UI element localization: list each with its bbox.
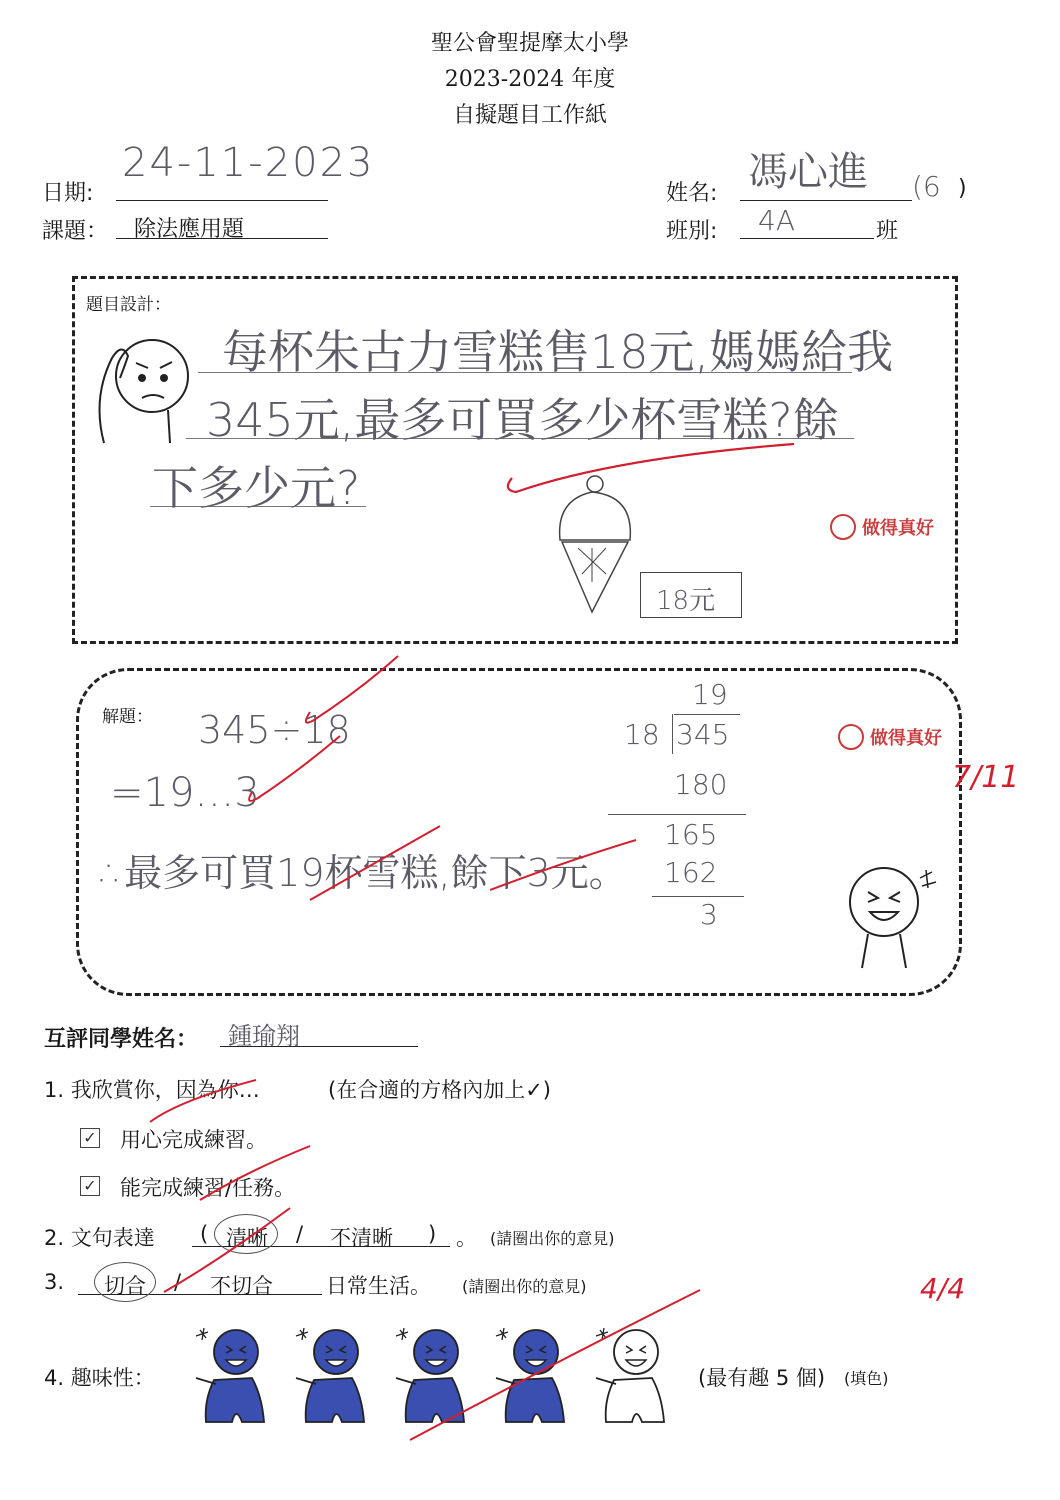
- long-division-dividend: 345: [676, 718, 730, 751]
- long-division-quotient: 19: [692, 678, 728, 711]
- thinking-face-icon: [84, 318, 194, 448]
- checkbox-1-mark: ✓: [80, 1128, 100, 1148]
- name-line: [740, 200, 912, 201]
- peer-name-value: 鍾瑜翔: [228, 1022, 300, 1050]
- question-2-close: ): [428, 1222, 437, 1246]
- question-2: 2. 文句表達: [44, 1226, 155, 1250]
- name-label: 姓名:: [666, 181, 718, 206]
- peer-name-label: 互評同學姓名：: [44, 1027, 199, 1052]
- topic-label: 課題：: [42, 219, 109, 244]
- solution-score: 7/11: [952, 760, 1020, 795]
- option-irrelevant[interactable]: 不切合: [210, 1274, 273, 1298]
- school-name: 聖公會聖提摩太小學: [430, 31, 629, 56]
- worksheet-title: 自擬題目工作紙: [452, 103, 607, 128]
- division-bar: [674, 714, 740, 715]
- class-label: 班別:: [666, 219, 718, 244]
- name-value: 馮心進: [748, 149, 868, 195]
- option-2-label: 能完成練習/任務。: [120, 1176, 296, 1200]
- class-number: (6: [912, 170, 941, 203]
- question-line-2: 345元,最多可買多少杯雪糕?餘: [206, 393, 839, 447]
- division-bracket: [672, 714, 673, 754]
- question-3-suffix: 日常生活。: [326, 1274, 431, 1298]
- question-3: 3.: [44, 1270, 65, 1294]
- question-line-1: 每杯朱古力雪糕售18元,媽媽給我: [222, 325, 894, 379]
- peer-tick-marks: [140, 1060, 740, 1450]
- question-design-label: 題目設計：: [86, 295, 171, 315]
- option-unclear[interactable]: 不清晰: [330, 1226, 393, 1250]
- solution-praise-stamp-text: 做得真好: [870, 728, 942, 749]
- date-label: 日期:: [42, 181, 94, 206]
- long-division-sub-1: 180: [674, 768, 728, 801]
- question-4: 4. 趣味性：: [44, 1366, 155, 1390]
- question-2-note: (請圈出你的意見): [490, 1229, 615, 1248]
- question-2-sep: /: [296, 1222, 304, 1246]
- checkbox-2-mark: ✓: [80, 1176, 100, 1196]
- date-value: 24-11-2023: [122, 140, 375, 186]
- checkbox-1[interactable]: [80, 1128, 100, 1148]
- peer-score: 4/4: [920, 1272, 966, 1305]
- long-division-rem-2: 3: [700, 898, 718, 931]
- laughing-face-icon: [840, 858, 950, 978]
- class-number-close: ): [958, 176, 967, 201]
- praise-stamp: [830, 514, 934, 540]
- school-year: 2023-2024 年度: [444, 67, 616, 92]
- solution-step-1: 345÷18: [198, 708, 351, 752]
- topic-value: 除法應用題: [134, 217, 245, 242]
- long-division-rem-1: 165: [664, 818, 718, 851]
- price-tag: 18元: [656, 586, 716, 616]
- long-division-divisor: 18: [624, 718, 660, 751]
- question-1-note: (在合適的方格內加上✓): [328, 1078, 551, 1102]
- division-line-2: [652, 896, 744, 897]
- class-suffix: 班: [876, 219, 899, 244]
- long-division-sub-2: 162: [664, 856, 718, 889]
- class-line: [740, 238, 874, 239]
- bear-stamp-icon: [838, 724, 864, 750]
- option-relevant[interactable]: 切合: [104, 1274, 146, 1298]
- question-4-note: (最有趣 5 個): [698, 1366, 826, 1390]
- question-3-sep: /: [174, 1270, 182, 1294]
- question-3-note: (請圈出你的意見): [462, 1277, 587, 1296]
- checkbox-2[interactable]: [80, 1176, 100, 1196]
- question-1: 1. 我欣賞你，因為你…: [44, 1078, 260, 1102]
- question-line-3: 下多少元?: [152, 461, 361, 515]
- bear-stamp-icon: [830, 514, 856, 540]
- date-line: [116, 200, 328, 201]
- solution-step-2: =19…3: [110, 770, 260, 816]
- option-clear[interactable]: 清晰: [226, 1226, 268, 1250]
- question-2-end: 。: [456, 1226, 477, 1250]
- option-1-label: 用心完成練習。: [120, 1128, 267, 1152]
- solution-answer: ∴最多可買19杯雪糕,餘下3元。: [100, 851, 627, 895]
- question-2-open: (: [200, 1222, 209, 1246]
- praise-stamp-text: 做得真好: [862, 518, 934, 539]
- question-4-note-fill: (填色): [844, 1369, 889, 1388]
- class-value: 4A: [758, 204, 795, 237]
- solution-praise-stamp: [838, 724, 942, 750]
- solution-label: 解題：: [102, 707, 153, 727]
- solution-tick-marks: [240, 650, 660, 910]
- teacher-tick-mark: [494, 440, 814, 500]
